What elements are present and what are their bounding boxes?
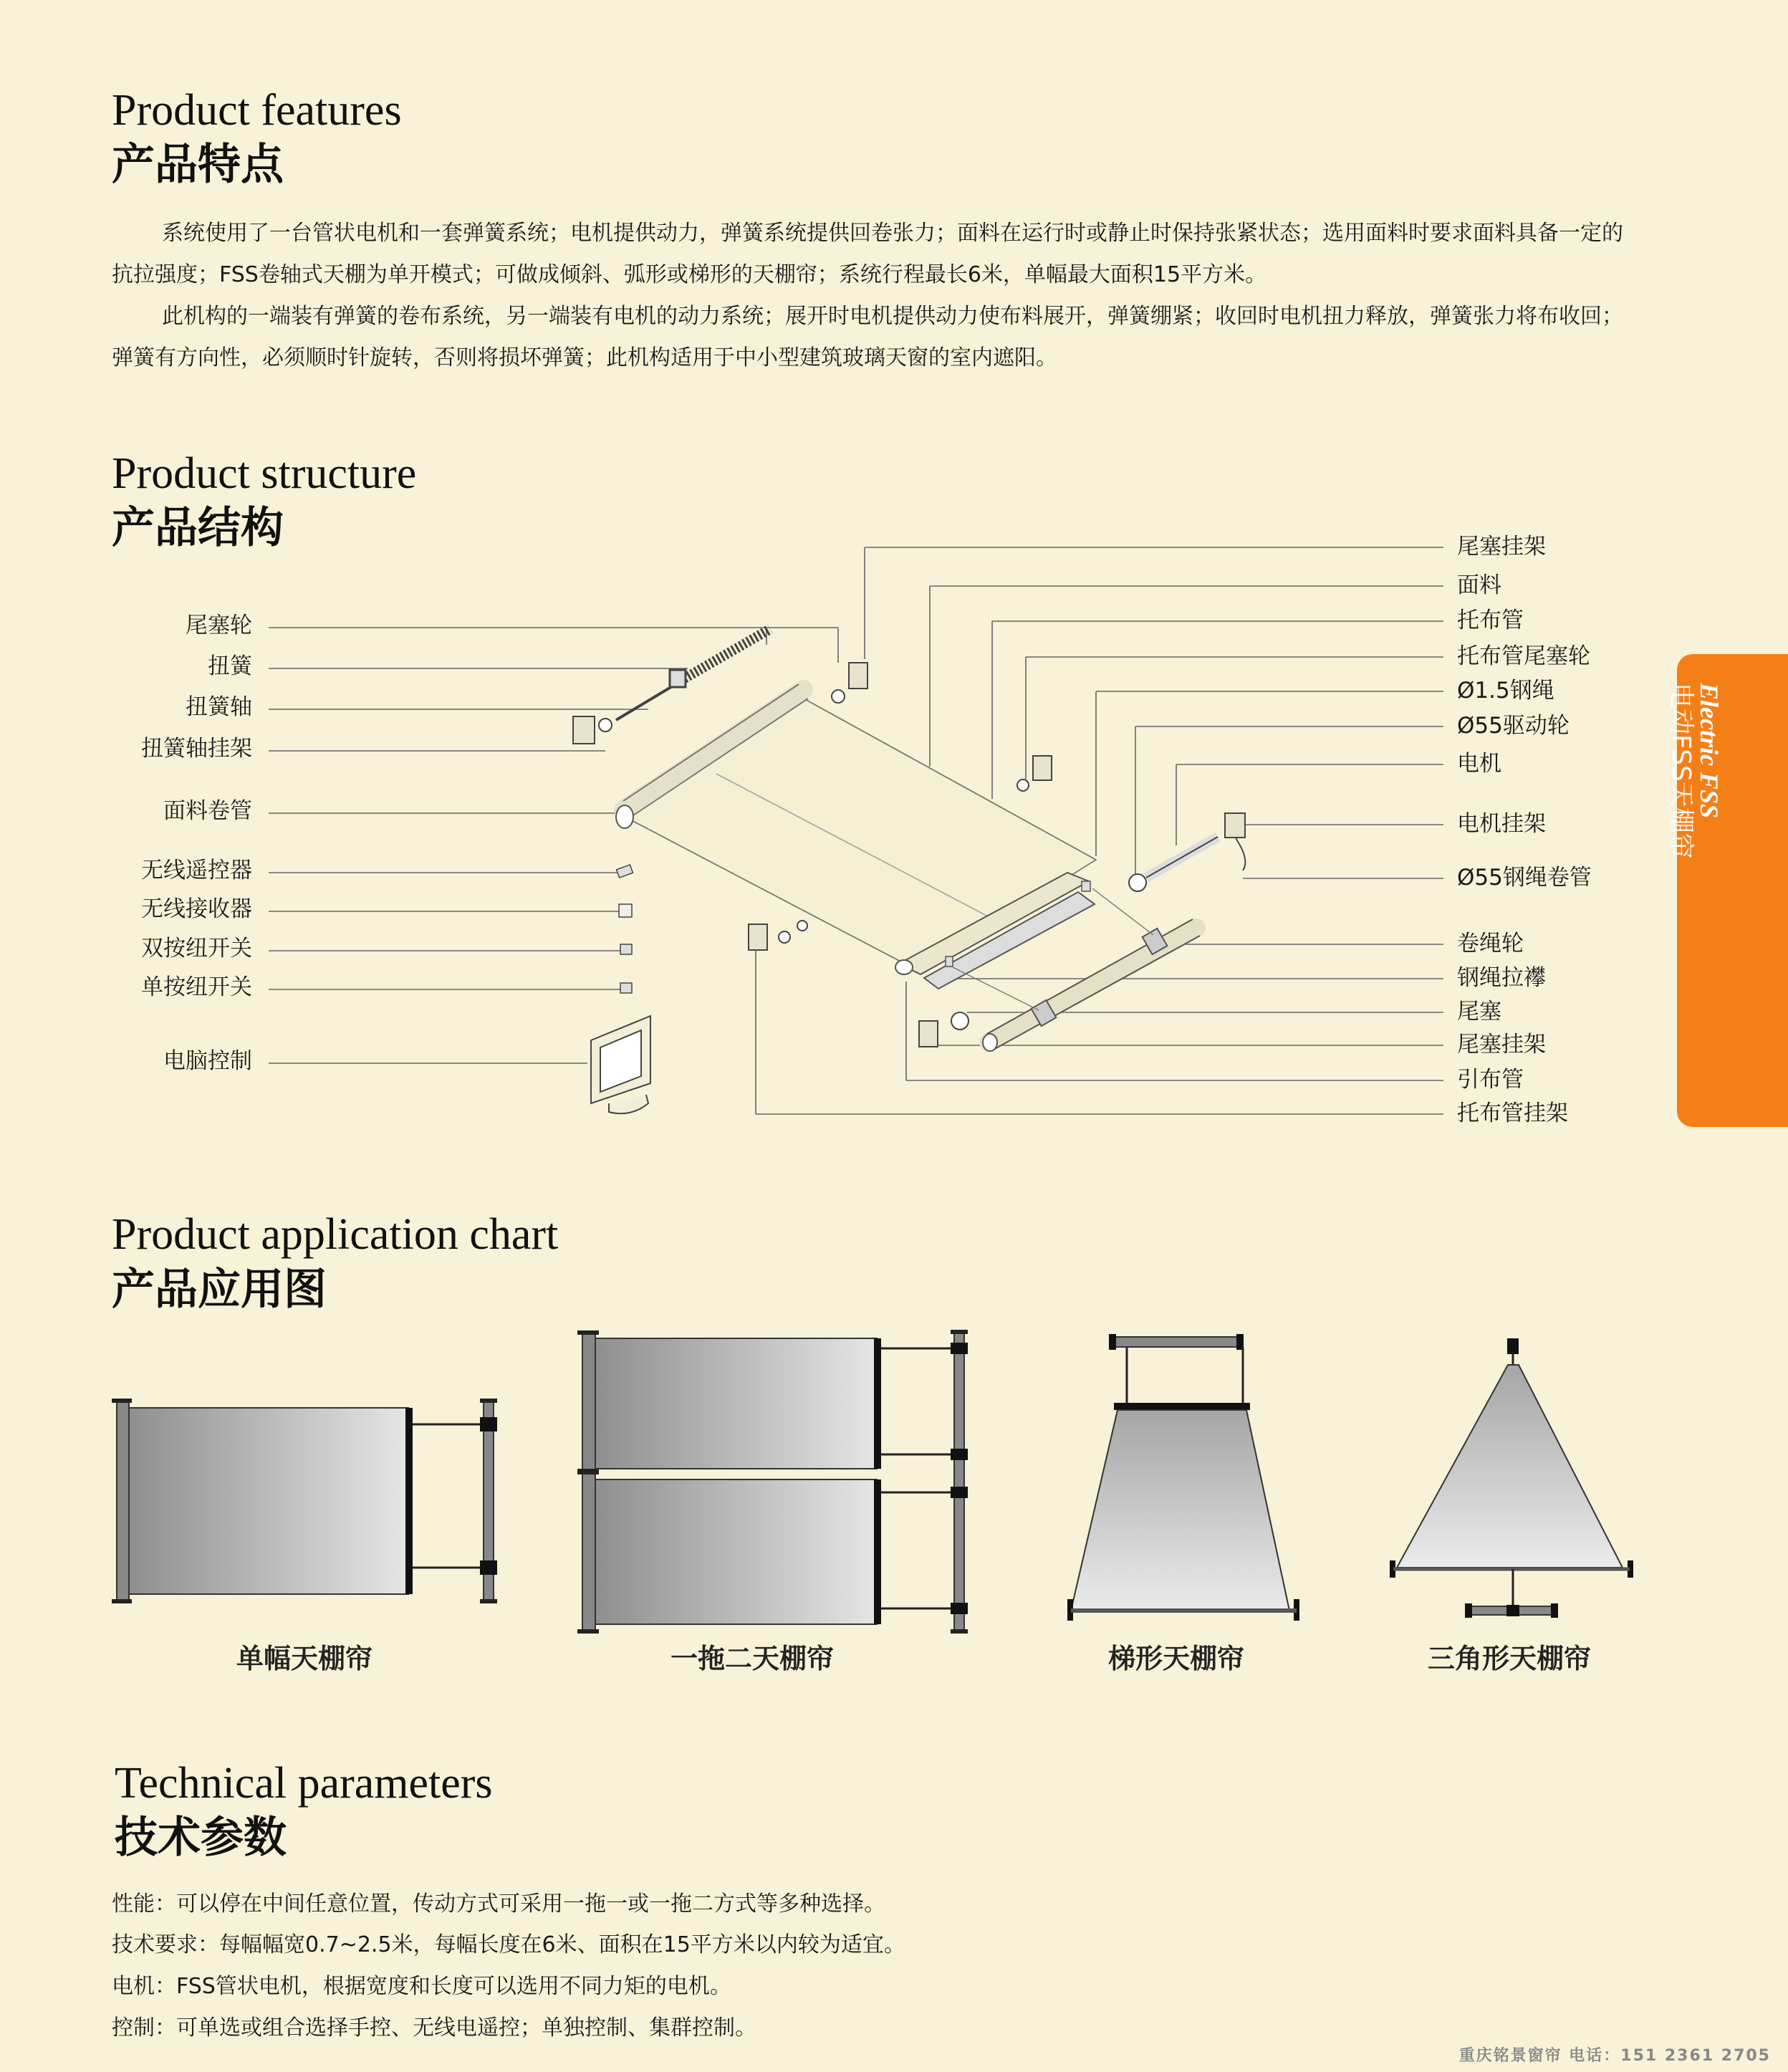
structure-label-right-5: Ø1.5钢绳: [1457, 678, 1554, 704]
technical-title-en: Technical parameters: [115, 1759, 493, 1808]
structure-label-right-11: 钢绳拉襻: [1457, 965, 1546, 991]
side-tab-en: Electric FSS: [1695, 683, 1724, 819]
features-paragraph-2: 此机构的一端装有弹簧的卷布系统，另一端装有电机的动力系统；展开时电机提供动力使布料展开，弹簧绷紧；收回时电机扭力释放，弹簧张力将布收回； 弹簧有方向性，必须顺时针旋转，否则将损坏弹簧；此机构适用于中小型建筑玻璃天窗的室内遮阳。: [112, 304, 1623, 370]
structure-label-right-14: 引布管: [1457, 1067, 1524, 1093]
structure-label-left-5: 面料卷管: [163, 798, 252, 824]
computer-monitor: [591, 1016, 650, 1113]
structure-label-left-4: 扭簧轴挂架: [141, 736, 252, 762]
features-title-en: Product features: [112, 86, 402, 135]
double-button-switch: [620, 944, 632, 954]
side-tab-zh: 电动FSS天棚帘: [1666, 683, 1696, 859]
single-button-switch: [620, 983, 632, 993]
wireless-receiver: [619, 904, 632, 917]
structure-label-right-10: 卷绳轮: [1457, 931, 1524, 956]
steel-cable: [953, 967, 1039, 1010]
technical-line-2: 技术要求：每幅幅宽0.7~2.5米，每幅长度在6米、面积在15平方米以内较为适宜。: [112, 1932, 905, 1957]
caption-single-panel: 单幅天棚帘: [236, 1643, 372, 1674]
tail-bracket-bottom: [919, 1021, 938, 1047]
structure-label-right-3: 托布管: [1457, 608, 1524, 633]
motor-bracket: [1225, 813, 1245, 838]
technical-line-4: 控制：可单选或组合选择手控、无线电遥控；单独控制、集群控制。: [112, 2015, 756, 2040]
structure-label-left-8: 双按纽开关: [141, 936, 252, 961]
remote-control: [617, 865, 633, 878]
structure-title-zh: 产品结构: [112, 503, 284, 553]
structure-label-right-2: 面料: [1457, 572, 1501, 598]
structure-label-left-10: 电脑控制: [163, 1048, 252, 1074]
structure-label-right-1: 尾塞挂架: [1457, 534, 1546, 560]
side-tab: [1666, 654, 1788, 1127]
structure-title-en: Product structure: [112, 449, 417, 498]
structure-label-right-6: Ø55驱动轮: [1457, 713, 1570, 739]
footer-contact: 重庆铭景窗帘 电话：151 2361 2705: [1458, 2047, 1771, 2065]
tail-plug: [951, 1012, 968, 1030]
spring-bracket: [573, 716, 595, 744]
structure-label-right-8: 电机挂架: [1457, 811, 1546, 837]
caption-trapezoid: 梯形天棚帘: [1107, 1643, 1244, 1674]
structure-label-right-13: 尾塞挂架: [1457, 1032, 1546, 1057]
structure-label-left-7: 无线接收器: [141, 896, 252, 922]
technical-title-zh: 技术参数: [115, 1813, 287, 1863]
double-panel-diagram: [577, 1330, 968, 1634]
trapezoid-diagram: [1067, 1334, 1299, 1621]
torsion-spring: [616, 629, 770, 720]
structure-label-right-7: 电机: [1457, 751, 1501, 777]
application-diagrams: [0, 1318, 1788, 1634]
structure-label-left-3: 扭簧轴: [186, 694, 252, 720]
technical-line-3: 电机：FSS管状电机，根据宽度和长度可以选用不同力矩的电机。: [112, 1974, 731, 1999]
structure-label-left-2: 扭簧: [208, 653, 252, 679]
drive-wheel: [1129, 874, 1146, 891]
structure-label-left-9: 单按纽开关: [141, 974, 252, 1000]
tube-tail-bracket: [1033, 756, 1052, 780]
caption-triangle: 三角形天棚帘: [1427, 1643, 1591, 1674]
technical-line-1: 性能：可以停在中间任意位置，传动方式可采用一拖一或一拖二方式等多种选择。: [112, 1891, 885, 1917]
application-title-en: Product application chart: [112, 1210, 559, 1259]
tail-bracket-top: [849, 663, 867, 689]
triangle-diagram: [1390, 1338, 1633, 1618]
caption-double-panel: 一拖二天棚帘: [670, 1643, 834, 1674]
structure-label-right-4: 托布管尾塞轮: [1457, 643, 1590, 669]
application-title-zh: 产品应用图: [112, 1265, 327, 1315]
tube-bracket: [749, 924, 767, 950]
single-panel-diagram: [112, 1399, 497, 1603]
structure-label-left-6: 无线遥控器: [141, 858, 252, 883]
structure-label-right-9: Ø55钢绳卷管: [1457, 865, 1592, 891]
features-title-zh: 产品特点: [112, 140, 284, 190]
structure-label-right-15: 托布管挂架: [1457, 1100, 1568, 1126]
structure-label-right-12: 尾塞: [1457, 999, 1501, 1025]
structure-label-left-1: 尾塞轮: [186, 613, 252, 638]
features-paragraph-1: 系统使用了一台管状电机和一套弹簧系统；电机提供动力，弹簧系统提供回卷张力；面料在运行时或静止时保持张紧状态；选用面料时要求面料具备一定的抗拉强度；FSS卷轴式天棚为单开模式；可做成倾斜、弧形或梯形的天棚帘；系统行程最长6米，单幅最大面积15平方米。: [112, 221, 1623, 287]
